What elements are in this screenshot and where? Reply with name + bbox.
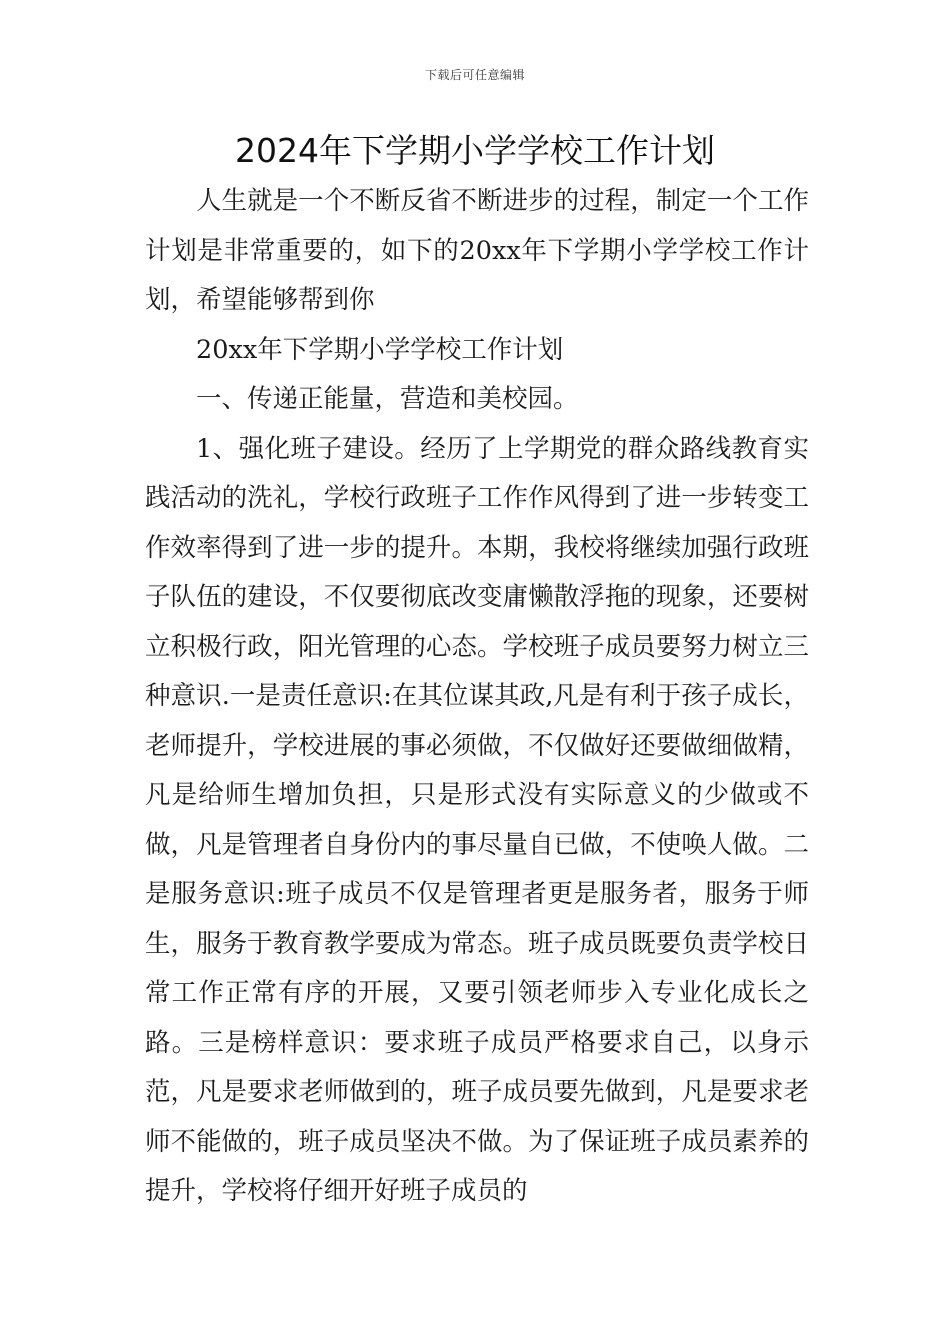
paragraph-intro: 人生就是一个不断反省不断进步的过程，制定一个工作计划是非常重要的，如下的20xx年下学期小学学校工作计划，希望能够帮到你 [145,186,809,315]
document-body [145,177,809,1217]
header-note: 下载后可任意编辑 [424,68,525,82]
paragraph-section-heading: 一、传递正能量，营造和美校园。 [196,384,579,414]
document-title: 2024年下学期小学学校工作计划 [235,131,715,170]
paragraph-subtitle: 20xx年下学期小学学校工作计划 [196,334,564,365]
paragraph-item-1: 1、强化班子建设。经历了上学期党的群众路线教育实践活动的洗礼，学校行政班子工作作风得到了进一步转变工作效率得到了进一步的提升。本期，我校将继续加强行政班子队伍的建设，不仅要彻底改变庸懒散浮拖的现象，还要树立积极行政，阳光管理的心态。学校班子成员要努力树立三种意识.一是责任意识:在其位谋其政,凡是有利于孩子成长，老师提升，学校进展的事必须做，不仅做好还要做细做精，凡是给师生增加负担，只是形式没有实际意义的少做或不做，凡是管理者自身份内的事尽量自已做，不使唤人做。二是服务意识:班子成员不仅是管理者更是服务者，服务于师生，服务于教育教学要成为常态。班子成员既要负责学校日常工作正常有序的开展，又要引领老师步入专业化成长之路。三是榜样意识：要求班子成员严格要求自己，以身示范，凡是要求老师做到的，班子成员要先做到，凡是要求老师不能做的，班子成员坚决不做。为了保证班子成员素养的提升，学校将仔细开好班子成员的 [145,433,809,1206]
